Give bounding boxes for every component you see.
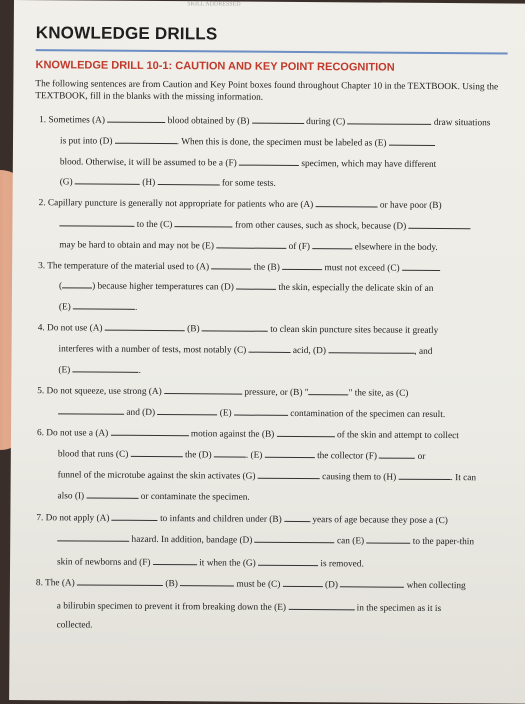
item-text: of the skin and attempt to collect — [336, 430, 459, 442]
instructions: The following sentences are from Caution and Key Point boxes found throughout Chapter 10 in the TEXTBOOK. Using the TEXTBOOK, fill in the blanks with the missing information. — [35, 79, 499, 103]
item-6-line-4 — [58, 488, 250, 502]
item-5-line-1 — [37, 383, 408, 399]
answer-blank — [379, 449, 415, 459]
answer-blank — [316, 197, 378, 207]
item-text: . — [138, 365, 141, 376]
item-text: specimen, which may have different — [301, 159, 437, 170]
item-2-line-1 — [39, 195, 442, 211]
item-text: . When this is done, the specimen must be labeled as (E) — [176, 137, 387, 149]
item-text: ( — [58, 281, 63, 292]
item-text: (G) — [59, 177, 73, 188]
item-text: 1. Sometimes (A) — [39, 115, 106, 126]
answer-blank — [58, 404, 124, 414]
item-text: funnel of the microtube against the skin activates (G) — [57, 470, 256, 482]
answer-blank — [277, 427, 335, 437]
item-text: and (D) — [126, 407, 156, 418]
worksheet-page — [9, 0, 525, 704]
item-text: skin of newborns and (F) — [57, 557, 151, 568]
answer-blank — [284, 512, 310, 522]
item-text: acid, (D) — [292, 345, 327, 357]
item-text: when collecting — [406, 580, 466, 592]
item-text: hazard. In addition, bandage (D) — [131, 534, 253, 546]
answer-blank — [366, 533, 410, 543]
item-text: to the paper-thin — [412, 536, 475, 548]
item-text: or — [417, 451, 426, 462]
drill-title: KNOWLEDGE DRILL 10-1: CAUTION AND KEY POINT RECOGNITION — [35, 59, 395, 74]
item-text: " the site, as (C) — [348, 388, 409, 399]
item-text: (B) — [165, 579, 178, 590]
item-8-line-1 — [36, 575, 466, 591]
answer-blank — [236, 280, 276, 290]
answer-blank — [252, 114, 304, 124]
answer-blank — [59, 216, 134, 227]
answer-blank — [288, 600, 354, 610]
answer-blank — [282, 260, 322, 270]
answer-blank — [234, 406, 288, 416]
item-6-line-2 — [58, 446, 426, 462]
item-text: of (F) — [288, 241, 311, 253]
item-1-line-3 — [60, 154, 436, 170]
item-2-line-3 — [59, 237, 438, 253]
item-text: (H) — [142, 177, 156, 188]
item-text: (D) — [324, 580, 338, 591]
answer-blank — [283, 577, 323, 587]
item-text: blood obtained by (B) — [167, 116, 250, 127]
item-7-line-2 — [57, 531, 474, 547]
item-text: a bilirubin specimen to prevent it from breaking down the (E) — [56, 601, 287, 613]
answer-blank — [312, 239, 352, 249]
item-4-line-2 — [59, 341, 433, 357]
item-text: to infants and children under (B) — [160, 514, 282, 525]
item-text: is put into (D) — [59, 136, 113, 147]
item-6-line-1 — [37, 425, 459, 441]
answer-blank — [239, 156, 299, 166]
item-text: 2. Capillary puncture is generally not appropriate for patients who are (A) — [38, 198, 314, 211]
item-1-line-2 — [60, 133, 435, 149]
answer-blank — [164, 384, 242, 395]
answer-blank — [175, 217, 233, 227]
item-text: for some tests. — [221, 178, 276, 189]
answer-blank — [107, 113, 165, 123]
item-text: must not exceed (C) — [324, 263, 400, 274]
item-text: draw situations — [433, 117, 491, 129]
item-4-line-1 — [38, 320, 439, 336]
answer-blank — [73, 362, 139, 372]
answer-blank — [399, 470, 451, 480]
answer-blank — [202, 321, 268, 331]
item-text: elsewhere in the body. — [354, 242, 438, 253]
item-text: the (D) — [184, 450, 212, 461]
answer-blank — [340, 577, 404, 587]
item-text: can (E) — [336, 536, 365, 547]
item-8-line-3 — [57, 620, 93, 630]
top-strip: SKILL ADDRESSED — [187, 1, 241, 8]
answer-blank — [211, 259, 251, 269]
answer-blank — [57, 531, 129, 542]
answer-blank — [402, 261, 440, 271]
item-text: contamination of the specimen can result. — [290, 408, 446, 421]
item-text: 6. Do not use a (A) — [36, 428, 109, 439]
answer-blank — [265, 448, 315, 458]
item-text: blood that runs (C) — [57, 449, 129, 460]
item-text: to clean skin puncture sites because it greatly — [270, 324, 439, 336]
item-text: the skin, especially the delicate skin of an — [278, 282, 434, 294]
answer-blank — [62, 278, 92, 288]
item-text: blood. Otherwise, it will be assumed to be a (F) — [59, 157, 237, 169]
item-7-line-1 — [36, 510, 448, 526]
item-5-line-2 — [58, 404, 445, 420]
item-text: during (C) — [306, 117, 346, 128]
item-text: motion against the (B) — [190, 429, 275, 440]
item-2-line-2 — [59, 216, 470, 232]
answer-blank — [158, 175, 220, 185]
item-7-line-3 — [57, 554, 364, 569]
item-1-line-1 — [39, 112, 490, 128]
item-text: or have poor (B) — [379, 200, 442, 211]
item-text: the (B) — [253, 262, 280, 273]
item-text: from other causes, such as shock, because (D) — [235, 220, 407, 232]
item-text: to the (C) — [136, 219, 173, 231]
answer-blank — [115, 134, 177, 144]
item-text: (E) — [58, 365, 71, 376]
answer-blank — [249, 343, 291, 353]
answer-blank — [180, 576, 234, 586]
item-8-line-2 — [57, 598, 441, 614]
item-text: . — [135, 302, 138, 313]
item-text: pressure, or (B) " — [244, 387, 309, 399]
answer-blank — [157, 405, 217, 415]
item-text: . It can — [450, 473, 477, 484]
title-rule — [36, 49, 508, 54]
item-text: . (E) — [245, 450, 263, 461]
item-text: 8. The (A) — [35, 578, 75, 589]
item-text: 3. The temperature of the material used to (A) — [38, 261, 210, 273]
item-text: (E) — [58, 302, 71, 313]
item-text: also (I) — [57, 491, 85, 502]
item-text: 7. Do not apply (A) — [36, 513, 110, 524]
answer-blank — [258, 556, 318, 566]
item-4-line-3 — [58, 362, 141, 376]
item-3-line-1 — [38, 258, 440, 274]
item-text: , and — [414, 346, 433, 357]
answer-blank — [347, 114, 431, 125]
item-text: may be hard to obtain and may not be (E) — [59, 240, 214, 252]
item-text: years of age because they pose a (C) — [312, 515, 448, 527]
page-title: KNOWLEDGE DRILLS — [35, 23, 218, 44]
item-1-line-4 — [60, 174, 276, 189]
item-text: must be (C) — [236, 579, 281, 590]
item-text: (B) — [187, 324, 200, 335]
item-text: (E) — [219, 408, 232, 419]
answer-blank — [216, 238, 286, 248]
item-text: interferes with a number of tests, most notably (C) — [58, 344, 247, 356]
item-text: in the specimen as it is — [356, 603, 442, 614]
item-text: is removed. — [320, 559, 364, 570]
item-text: collected. — [56, 620, 93, 631]
item-text: ) because higher temperatures can (D) — [92, 281, 234, 293]
item-text: it when the (G) — [199, 558, 256, 569]
answer-blank — [255, 533, 335, 544]
item-3-line-2 — [59, 278, 433, 294]
item-text: the collector (F) — [317, 451, 378, 462]
answer-blank — [214, 447, 246, 457]
answer-blank — [105, 321, 185, 332]
answer-blank — [153, 555, 197, 565]
answer-blank — [389, 136, 435, 146]
answer-blank — [77, 575, 163, 586]
answer-blank — [258, 469, 320, 479]
item-text: 4. Do not use (A) — [37, 323, 103, 334]
answer-blank — [86, 489, 138, 499]
answer-blank — [131, 447, 183, 457]
answer-blank — [409, 219, 471, 229]
answer-blank — [75, 174, 140, 184]
item-3-line-3 — [59, 299, 138, 313]
answer-blank — [112, 511, 158, 521]
answer-blank — [328, 343, 414, 354]
item-6-line-3 — [58, 467, 477, 483]
item-text: or contaminate the specimen. — [140, 491, 250, 503]
answer-blank — [309, 385, 349, 395]
item-text: causing them to (H) — [322, 472, 397, 483]
answer-blank — [73, 299, 135, 309]
item-text: 5. Do not squeeze, use strong (A) — [37, 386, 162, 398]
answer-blank — [111, 426, 189, 437]
